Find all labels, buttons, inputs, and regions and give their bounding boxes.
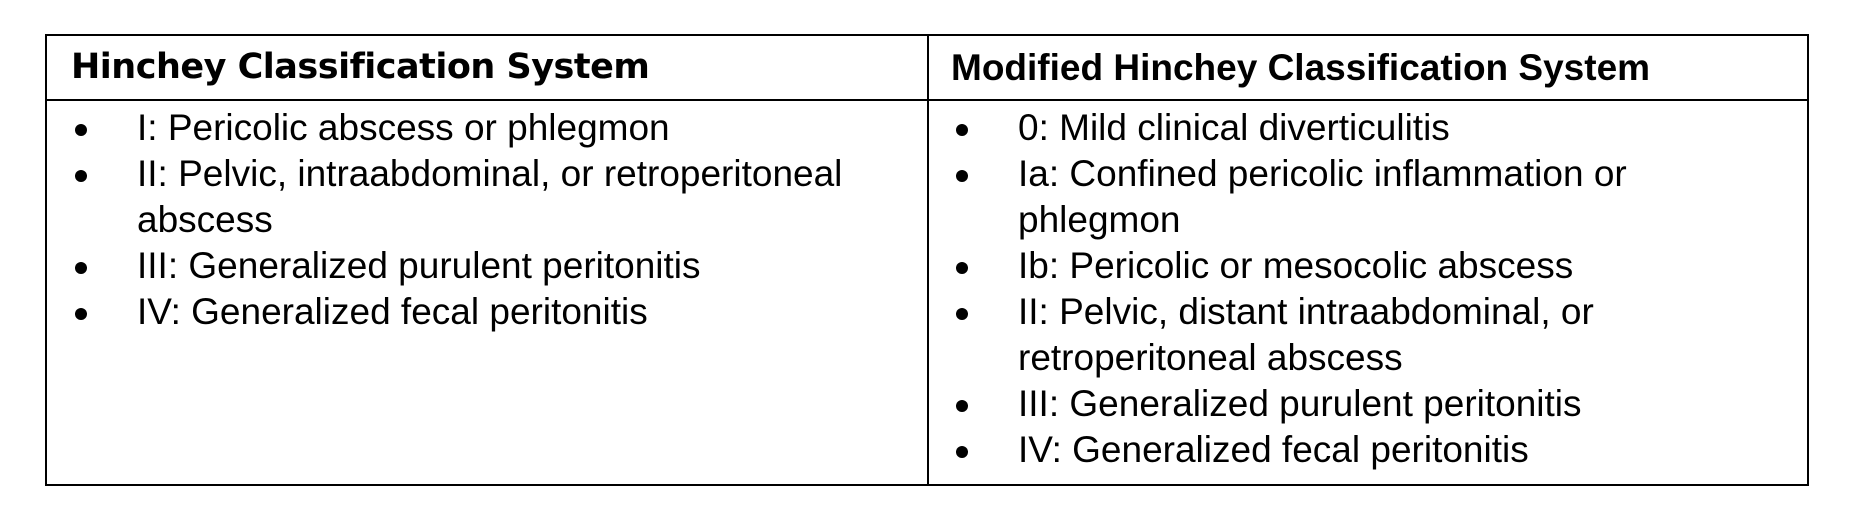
hinchey-header: Hinchey Classification System bbox=[47, 36, 929, 101]
list-item: II: Pelvic, intraabdominal, or retroperitoneal abscess bbox=[47, 151, 927, 243]
list-item: I: Pericolic abscess or phlegmon bbox=[47, 105, 927, 151]
list-item: Ib: Pericolic or mesocolic abscess bbox=[929, 243, 1807, 289]
list-item: II: Pelvic, distant intraabdominal, or retroperitoneal abscess bbox=[929, 289, 1807, 381]
list-item: IV: Generalized fecal peritonitis bbox=[47, 289, 927, 335]
list-item: IV: Generalized fecal peritonitis bbox=[929, 427, 1807, 473]
modified-hinchey-list bbox=[929, 105, 1807, 473]
list-item: Ia: Confined pericolic inflammation or phlegmon bbox=[929, 151, 1807, 243]
list-item: III: Generalized purulent peritonitis bbox=[929, 381, 1807, 427]
list-item: 0: Mild clinical diverticulitis bbox=[929, 105, 1807, 151]
classification-table bbox=[45, 34, 1809, 486]
hinchey-list bbox=[47, 105, 927, 335]
modified-hinchey-header: Modified Hinchey Classification System bbox=[929, 36, 1807, 101]
modified-hinchey-list-cell bbox=[929, 101, 1807, 484]
list-item: III: Generalized purulent peritonitis bbox=[47, 243, 927, 289]
hinchey-list-cell bbox=[47, 101, 929, 484]
